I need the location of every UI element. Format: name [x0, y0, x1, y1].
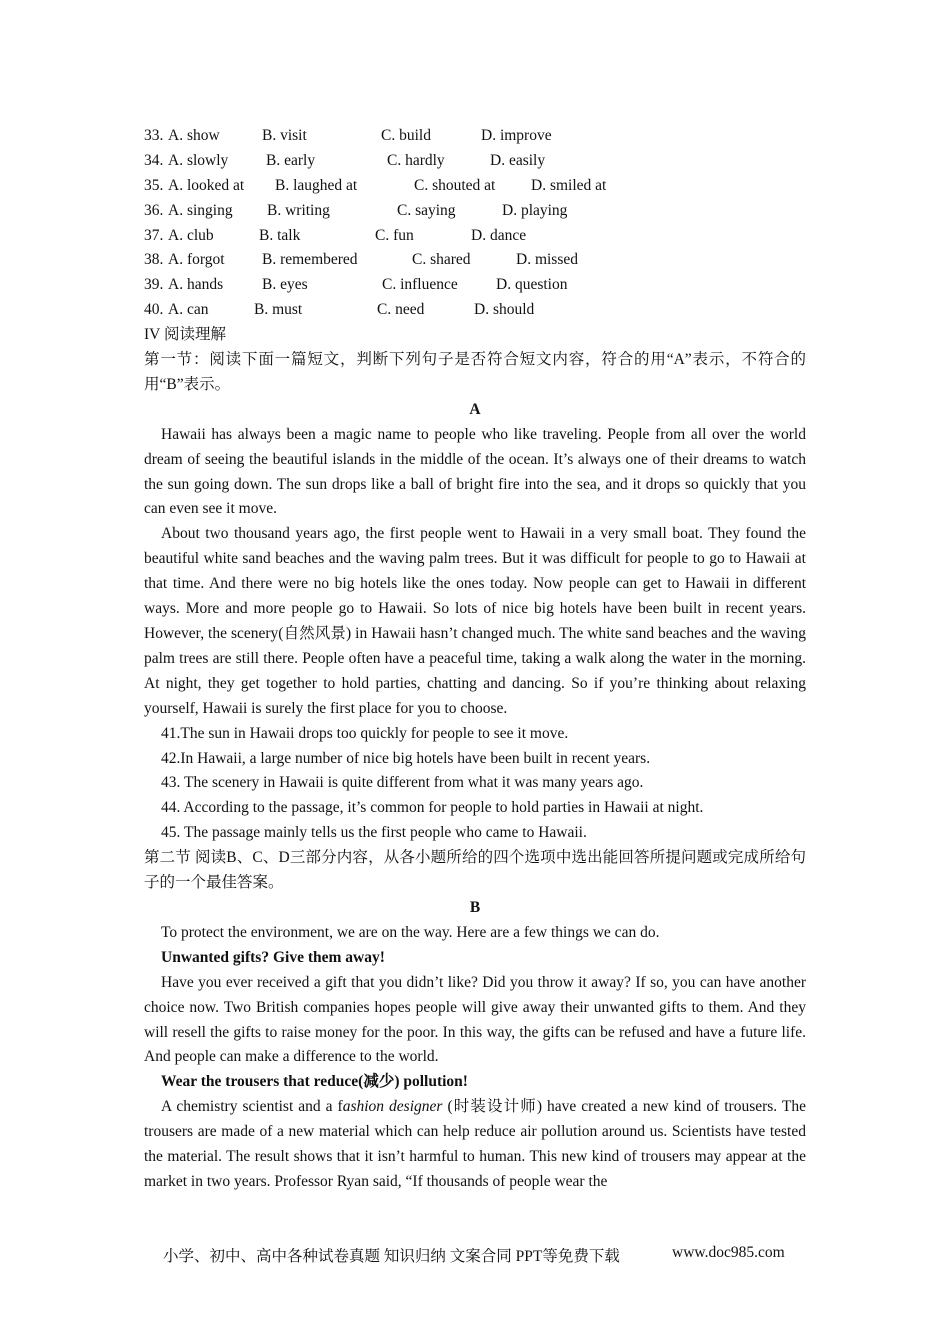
paragraph-2-rest: (时装设计师) have created a new kind of trousers. The trousers are made of a new material which can help reduce air pollution around us. Scientists have tested the material. The result shows that it isn’t harmful to human. This new kind of trousers may appear at the market in two years. Professor Ryan said, “If thousands of people wear the	[144, 1098, 806, 1190]
part2-instruction: 第二节 阅读B、C、D三部分内容，从各小题所给的四个选项中选出能回答所提问题或完成所给句子的一个最佳答案。	[144, 849, 806, 892]
option-choice: C. shouted at	[414, 176, 496, 194]
option-choice: B. remembered	[262, 251, 358, 269]
option-choice: D. dance	[471, 226, 527, 244]
passage-b-paragraph-1: Have you ever received a gift that you didn’t like? Did you throw it away? If so, you can have another choice now. Two British companies hopes people will give away their unwanted gifts to them. And they will resell the gifts to raise money for the poor. In this way, the gifts can be refused and have a future life. And people can make a difference to the world.	[144, 973, 806, 1066]
option-choice: D. improve	[481, 127, 552, 144]
option-choice: A. looked at	[168, 176, 245, 194]
footer-website: www.doc985.com	[672, 1244, 785, 1261]
option-choice: D. playing	[502, 201, 568, 219]
option-choice: A. can	[168, 301, 209, 319]
option-choice: B. talk	[259, 226, 301, 244]
passage-a-paragraph-1: Hawaii has always been a magic name to people who like traveling. People from all over the world dream of seeing the beautiful islands in the middle of the ocean. It’s always one of their dreams to watch the sun going down. The sun drops like a ball of bright fire into the sea, and it drops so quickly that you can even see it move.	[144, 425, 806, 518]
option-number: 34.	[144, 151, 164, 169]
option-choice: A. hands	[168, 276, 224, 294]
option-choice: D. easily	[490, 151, 546, 169]
option-choice: A. forgot	[168, 251, 225, 269]
passage-b-intro: To protect the environment, we are on the way. Here are a few things we can do.	[161, 923, 660, 941]
option-number: 39.	[144, 276, 164, 294]
option-row	[144, 124, 806, 149]
option-choice: D. should	[474, 301, 535, 319]
passage-a-heading: A	[469, 400, 481, 418]
option-row	[144, 273, 806, 298]
passage-b-paragraph-2	[144, 1095, 806, 1195]
option-choice: D. question	[496, 276, 568, 294]
question-45: 45. The passage mainly tells us the first people who came to Hawaii.	[161, 824, 587, 842]
paragraph-2-italic: ashion designer	[342, 1098, 443, 1116]
option-choice: B. visit	[262, 127, 307, 144]
option-choice: A. show	[168, 127, 220, 144]
option-row	[144, 224, 806, 249]
option-number: 33.	[144, 127, 164, 144]
passage-b-subheading-2: Wear the trousers that reduce(减少) pollution!	[161, 1073, 468, 1091]
option-row	[144, 298, 806, 323]
option-row	[144, 174, 806, 199]
option-row	[144, 248, 806, 273]
option-choice: B. writing	[267, 201, 330, 219]
passage-a-paragraph-2: About two thousand years ago, the first people went to Hawaii in a very small boat. They found the beautiful white sand beaches and the waving palm trees. But it was difficult for people to go to Hawaii at that time. And there were no big hotels like the ones today. Now people can get to Hawaii in different ways. More and more people go to Hawaii. So lots of nice big hotels have been built in recent years. However, the scenery(自然风景) in Hawaii hasn’t changed much. The white sand beaches and the waving palm trees are still there. People often have a peaceful time, taking a walk along the water in the morning. At night, they get together to hold parties, chatting and dancing. So if you’re thinking about relaxing yourself, Hawaii is surely the first place for you to choose.	[144, 525, 806, 717]
option-choice: C. shared	[412, 251, 471, 269]
option-choice: D. missed	[516, 251, 578, 269]
option-choice: B. must	[254, 301, 303, 319]
option-choice: C. build	[381, 127, 431, 144]
option-number: 37.	[144, 226, 164, 244]
option-number: 36.	[144, 201, 164, 219]
option-choice: A. singing	[168, 201, 233, 219]
question-43: 43. The scenery in Hawaii is quite different from what it was many years ago.	[161, 774, 644, 792]
option-row	[144, 199, 806, 224]
footer-text: 小学、初中、高中各种试卷真题 知识归纳 文案合同 PPT等免费下载	[163, 1248, 620, 1265]
passage-b-subheading-1: Unwanted gifts? Give them away!	[161, 948, 385, 966]
question-42: 42.In Hawaii, a large number of nice big hotels have been built in recent years.	[161, 749, 651, 767]
option-number: 40.	[144, 301, 164, 319]
option-choice: A. slowly	[168, 151, 229, 169]
page-content	[144, 124, 806, 1195]
section-title: IV 阅读理解	[144, 326, 226, 344]
option-choice: C. influence	[382, 276, 458, 294]
option-choice: C. need	[377, 301, 425, 319]
option-row	[144, 149, 806, 174]
option-choice: B. early	[266, 151, 316, 169]
option-choice: C. fun	[375, 226, 414, 244]
option-number: 35.	[144, 176, 164, 194]
option-choice: C. saying	[397, 201, 456, 219]
option-choice: B. eyes	[262, 276, 308, 294]
option-number: 38.	[144, 251, 164, 269]
option-choice: D. smiled at	[531, 176, 607, 194]
paragraph-2-start: A chemistry scientist and a f	[161, 1098, 343, 1116]
part1-instruction: 第一节：阅读下面一篇短文，判断下列句子是否符合短文内容，符合的用“A”表示，不符合的用“B”表示。	[144, 351, 806, 393]
option-choice: B. laughed at	[275, 176, 358, 194]
option-choice: A. club	[168, 226, 214, 244]
question-41: 41.The sun in Hawaii drops too quickly for people to see it move.	[161, 724, 569, 742]
passage-b-heading: B	[469, 898, 481, 916]
question-44: 44. According to the passage, it’s common for people to hold parties in Hawaii at night.	[161, 799, 704, 817]
option-choice: C. hardly	[387, 151, 445, 169]
cloze-options	[144, 124, 806, 323]
